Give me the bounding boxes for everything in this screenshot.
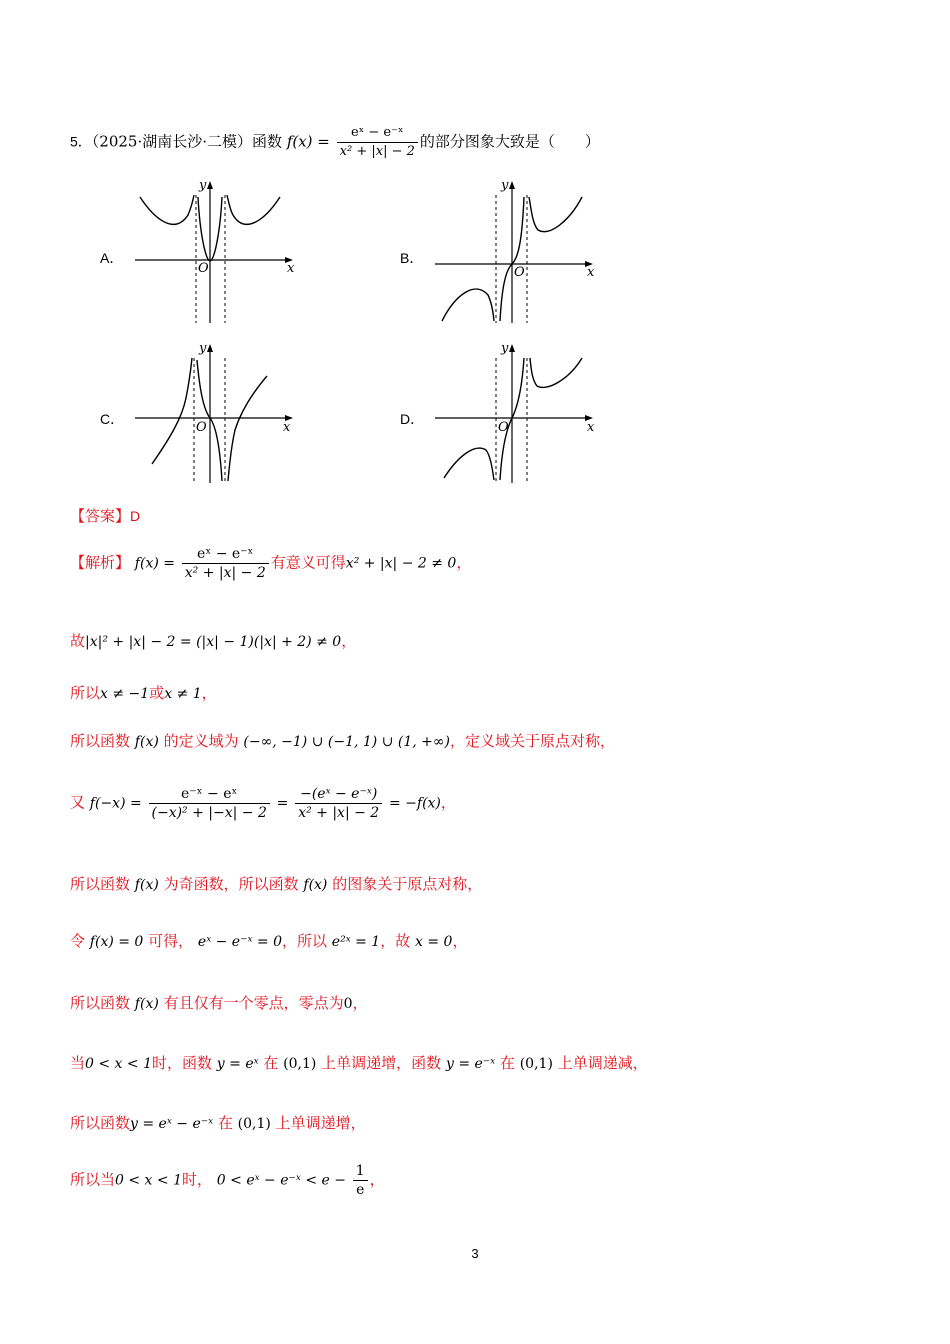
analysis-l7-m2: eˣ − e⁻ˣ = 0 bbox=[197, 934, 282, 950]
graph-d-curve-right bbox=[530, 358, 582, 387]
analysis-l5-end: ， bbox=[440, 793, 456, 812]
answer-line bbox=[70, 505, 140, 526]
analysis-line-10 bbox=[70, 1112, 366, 1133]
analysis-l6-mid: 为奇函数，所以函数 bbox=[163, 875, 299, 893]
analysis-l11-pre: 所以当 bbox=[70, 1170, 116, 1189]
graph-a-curve-right bbox=[227, 195, 280, 224]
graph-b-curve-right bbox=[529, 197, 582, 232]
analysis-l1-func: f(x) = bbox=[134, 555, 175, 572]
analysis-l5-fraction-1 bbox=[149, 785, 270, 822]
analysis-l7-m3: e²ˣ = 1 bbox=[331, 934, 381, 950]
analysis-l7-m1: f(x) = 0 bbox=[89, 934, 144, 950]
analysis-l2-end: ， bbox=[341, 632, 357, 650]
graph-a-y-label: y bbox=[199, 178, 207, 193]
graph-b-curve-left bbox=[442, 289, 494, 321]
analysis-l9-m5: (0,1) bbox=[519, 1056, 553, 1072]
graph-a-curve-left bbox=[140, 195, 194, 224]
analysis-l8-mid: 有且仅有一个零点，零点为 bbox=[163, 994, 344, 1012]
analysis-l1-denominator: x² + |x| − 2 bbox=[184, 565, 266, 581]
analysis-l9-m2: y = eˣ bbox=[216, 1056, 259, 1072]
question-text-after: 的部分图象大致是（ ） bbox=[419, 132, 600, 151]
graph-c bbox=[130, 338, 300, 488]
analysis-l11-fraction bbox=[353, 1162, 368, 1199]
option-a-label: A． bbox=[100, 250, 124, 266]
analysis-l11-end: ， bbox=[369, 1170, 385, 1189]
analysis-l4-pre: 所以函数 bbox=[70, 732, 131, 750]
question-line bbox=[70, 124, 600, 161]
analysis-l7-pre: 令 bbox=[70, 932, 86, 950]
answer-value: D bbox=[130, 508, 141, 524]
analysis-l9-t4: 在 bbox=[499, 1054, 515, 1072]
analysis-line-7 bbox=[70, 930, 467, 951]
analysis-l11-fden: e bbox=[356, 1182, 365, 1198]
analysis-l8-pre: 所以函数 bbox=[70, 994, 131, 1012]
analysis-l3-mid: 或 bbox=[149, 684, 165, 702]
analysis-l8-m2: 0 bbox=[343, 996, 353, 1012]
analysis-l2-pre: 故 bbox=[70, 632, 86, 650]
analysis-l5-fraction-2 bbox=[295, 785, 382, 822]
analysis-l8-m1: f(x) bbox=[134, 996, 159, 1012]
analysis-l2-math: |x|² + |x| − 2 = (|x| − 1)(|x| + 2) ≠ 0 bbox=[85, 634, 342, 650]
question-number: 5． bbox=[70, 133, 92, 150]
analysis-l7-t3: ，故 bbox=[380, 932, 411, 950]
analysis-l5-pre: 又 bbox=[70, 793, 86, 812]
analysis-l6-m2: f(x) bbox=[303, 877, 328, 893]
analysis-l1-end: ， bbox=[456, 553, 472, 572]
analysis-line-3 bbox=[70, 682, 217, 703]
question-numerator: eˣ − e⁻ˣ bbox=[337, 124, 418, 143]
graph-c-origin: O bbox=[196, 420, 207, 435]
graph-a-x-label: x bbox=[287, 261, 295, 276]
analysis-l5-num2: −(eˣ − e⁻ˣ) bbox=[295, 785, 382, 804]
analysis-l10-m1: y = eˣ − e⁻ˣ bbox=[130, 1116, 214, 1132]
analysis-l1-condition: x² + |x| − 2 ≠ 0 bbox=[345, 555, 457, 572]
analysis-l7-m4: x = 0 bbox=[415, 934, 453, 950]
question-source: （2025·湖南长沙·二模） bbox=[91, 132, 253, 151]
analysis-l6-m1: f(x) bbox=[134, 877, 159, 893]
analysis-l1-numerator: eˣ − e⁻ˣ bbox=[182, 545, 269, 564]
analysis-l7-t1: 可得， bbox=[148, 932, 194, 950]
analysis-l5-den2: x² + |x| − 2 bbox=[298, 805, 380, 821]
analysis-l9-m4: y = e⁻ˣ bbox=[445, 1056, 496, 1072]
analysis-l9-end: 上单调递减， bbox=[557, 1054, 648, 1072]
graph-b-origin: O bbox=[514, 265, 525, 280]
analysis-l3-end: ， bbox=[201, 684, 217, 702]
analysis-l6-end: 的图象关于原点对称， bbox=[332, 875, 483, 893]
graph-d-origin: O bbox=[498, 420, 509, 435]
page-number: 3 bbox=[471, 1246, 479, 1261]
analysis-l9-pre: 当 bbox=[70, 1054, 86, 1072]
analysis-l10-end: 上单调递增， bbox=[275, 1114, 366, 1132]
analysis-l8-end: ， bbox=[352, 994, 368, 1012]
analysis-l1-text: 有意义可得 bbox=[270, 553, 346, 572]
analysis-l9-t1: 时，函数 bbox=[152, 1054, 213, 1072]
graph-b-x-label: x bbox=[587, 265, 595, 280]
analysis-l5-den1: (−x)² + |−x| − 2 bbox=[151, 805, 267, 821]
analysis-line-9 bbox=[70, 1052, 648, 1073]
analysis-l11-t1: 时， bbox=[182, 1170, 213, 1189]
graph-a-y-arrow bbox=[207, 181, 213, 189]
analysis-label: 【解析】 bbox=[70, 553, 131, 572]
analysis-l10-m2: (0,1) bbox=[237, 1116, 271, 1132]
analysis-line-5 bbox=[70, 785, 456, 822]
analysis-line-4 bbox=[70, 730, 615, 751]
analysis-l10-pre: 所以函数 bbox=[70, 1114, 131, 1132]
analysis-l5-m2: = −f(x) bbox=[388, 795, 441, 812]
graph-a bbox=[130, 175, 300, 325]
graph-d-y-label: y bbox=[501, 341, 509, 356]
question-text-before: 函数 bbox=[252, 132, 283, 151]
graph-c-curve-left bbox=[152, 358, 192, 464]
analysis-l7-end: ， bbox=[452, 932, 468, 950]
question-fraction bbox=[337, 124, 418, 161]
analysis-l9-t2: 在 bbox=[263, 1054, 279, 1072]
analysis-l5-m1: f(−x) = bbox=[89, 795, 142, 812]
graph-d-curve-left bbox=[444, 448, 494, 480]
graph-d bbox=[430, 338, 600, 488]
analysis-l9-t3: 上单调递增，函数 bbox=[321, 1054, 442, 1072]
analysis-l10-t1: 在 bbox=[217, 1114, 233, 1132]
graph-b-y-arrow bbox=[509, 181, 515, 189]
graph-a-origin: O bbox=[198, 261, 209, 276]
analysis-l3-m2: x ≠ 1 bbox=[164, 686, 202, 702]
analysis-l3-m1: x ≠ −1 bbox=[100, 686, 150, 702]
graph-c-x-label: x bbox=[283, 420, 291, 435]
analysis-l4-m1: f(x) bbox=[134, 734, 159, 750]
analysis-l4-mid: 的定义域为 bbox=[163, 732, 239, 750]
graph-b-y-label: y bbox=[501, 178, 509, 193]
answer-label: 【答案】 bbox=[70, 507, 131, 525]
graph-c-y-arrow bbox=[207, 344, 213, 352]
graph-c-curve-right bbox=[228, 376, 267, 481]
analysis-line-8 bbox=[70, 992, 368, 1013]
analysis-line-6 bbox=[70, 873, 482, 894]
analysis-l6-pre: 所以函数 bbox=[70, 875, 131, 893]
analysis-l5-eq: = bbox=[276, 795, 289, 812]
graph-d-x-label: x bbox=[587, 420, 595, 435]
graph-b bbox=[430, 175, 600, 325]
analysis-l11-m1: 0 < x < 1 bbox=[115, 1172, 182, 1189]
graph-c-y-label: y bbox=[199, 341, 207, 356]
analysis-l4-m2: (−∞, −1) ∪ (−1, 1) ∪ (1, +∞) bbox=[243, 734, 450, 750]
analysis-l7-t2: ，所以 bbox=[282, 932, 328, 950]
analysis-l1-fraction bbox=[182, 545, 269, 582]
option-c-label: C． bbox=[100, 411, 125, 427]
analysis-line-2 bbox=[70, 630, 356, 651]
analysis-line-11 bbox=[70, 1162, 385, 1199]
analysis-line-1 bbox=[70, 545, 471, 582]
analysis-l11-fnum: 1 bbox=[353, 1162, 368, 1181]
analysis-l9-m1: 0 < x < 1 bbox=[85, 1056, 152, 1072]
analysis-l3-pre: 所以 bbox=[70, 684, 101, 702]
question-denominator: x² + |x| − 2 bbox=[339, 144, 415, 159]
analysis-l11-m2: 0 < eˣ − e⁻ˣ < e − bbox=[216, 1172, 346, 1189]
option-d-label: D． bbox=[400, 411, 425, 427]
option-b-label: B． bbox=[400, 250, 424, 266]
question-func-lhs: f(x) = bbox=[286, 132, 330, 151]
graph-d-y-arrow bbox=[509, 344, 515, 352]
analysis-l5-num1: e⁻ˣ − eˣ bbox=[149, 785, 270, 804]
analysis-l4-end: ，定义域关于原点对称， bbox=[450, 732, 616, 750]
analysis-l9-m3: (0,1) bbox=[283, 1056, 317, 1072]
